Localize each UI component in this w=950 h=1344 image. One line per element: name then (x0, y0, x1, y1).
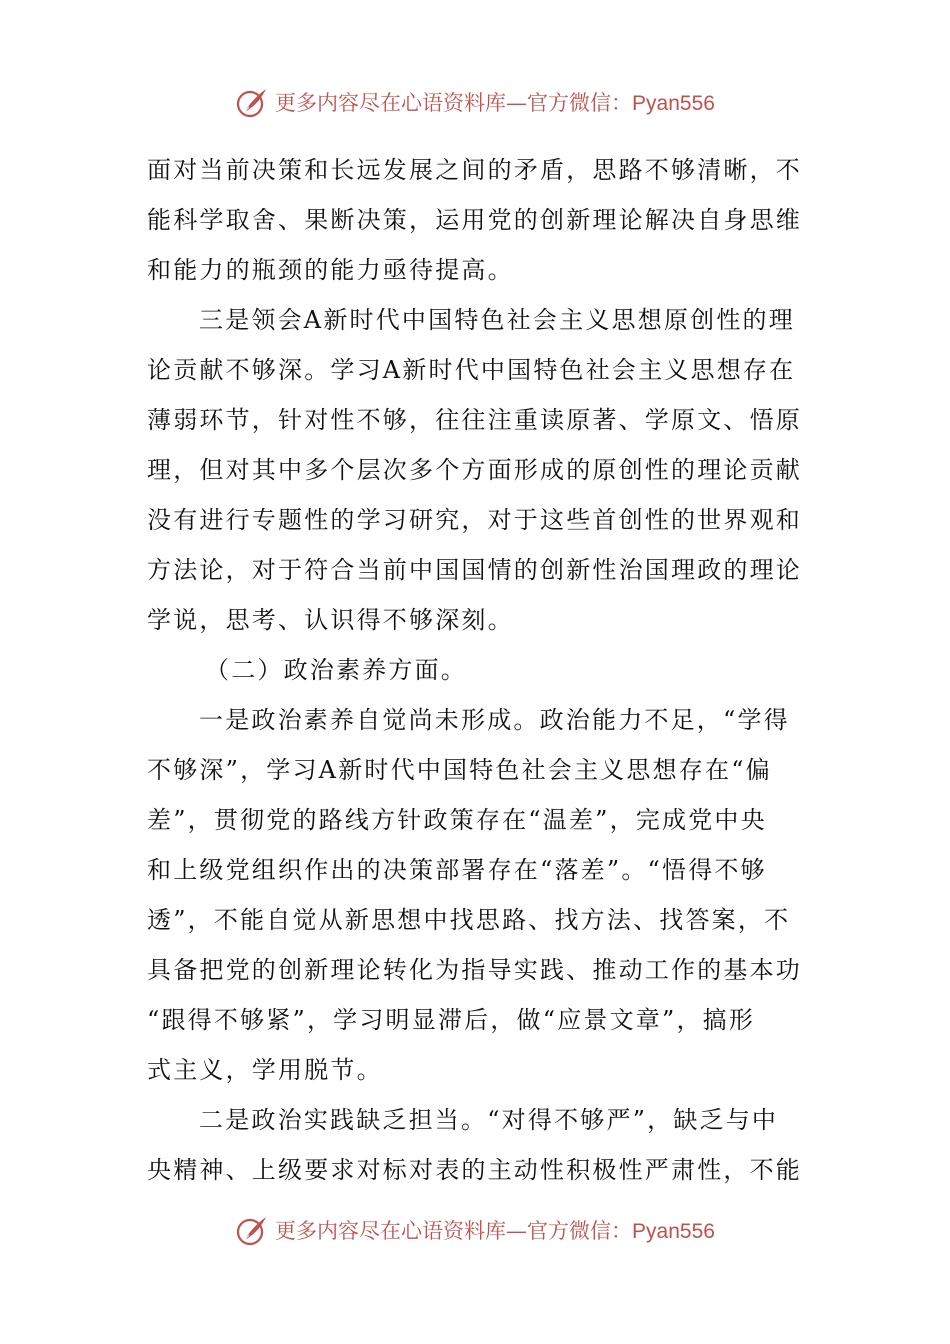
body-line: 方法论，对于符合当前中国国情的创新性治国理政的理论 (147, 556, 802, 584)
paragraph-start: 二是政治实践缺乏担当。“对得不够严”，缺乏与中 (199, 1106, 779, 1134)
watermark-footer (0, 1210, 950, 1250)
body-line: 式主义，学用脱节。 (147, 1056, 383, 1084)
watermark-handle: Pyan556 (632, 1220, 715, 1243)
body-line: 和上级党组织作出的决策部署存在“落差”。“悟得不够 (147, 856, 767, 884)
document-body (147, 145, 807, 1195)
body-line: 学说，思考、认识得不够深刻。 (147, 606, 514, 634)
body-line: 薄弱环节，针对性不够，往往注重读原著、学原文、悟原 (147, 406, 802, 434)
paragraph-start: 一是政治素养自觉尚未形成。政治能力不足，“学得 (199, 706, 790, 734)
body-line: 透”，不能自觉从新思想中找思路、找方法、找答案，不 (147, 906, 791, 934)
body-line: 央精神、上级要求对标对表的主动性积极性严肃性，不能 (147, 1156, 802, 1184)
body-line: “跟得不够紧”，学习明显滞后，做“应景文章”，搞形 (147, 1006, 756, 1034)
body-line: 不够深”，学习A新时代中国特色社会主义思想存在“偏 (147, 756, 772, 784)
watermark-text: 更多内容尽在心语资料库—官方微信：Pyan556 (275, 1219, 715, 1243)
section-heading: （二）政治素养方面。 (205, 656, 467, 684)
quill-pen-in-circle-icon (235, 85, 269, 119)
body-line: 面对当前决策和长远发展之间的矛盾，思路不够清晰，不 (147, 156, 802, 184)
watermark-handle: Pyan556 (632, 92, 715, 115)
watermark-text: 更多内容尽在心语资料库—官方微信：Pyan556 (275, 91, 715, 115)
paragraph-start: 三是领会A新时代中国特色社会主义思想原创性的理 (199, 306, 795, 334)
quill-pen-in-circle-icon (235, 1213, 269, 1247)
body-line: 和能力的瓶颈的能力亟待提高。 (147, 256, 514, 284)
body-line: 能科学取舍、果断决策，运用党的创新理论解决自身思维 (147, 206, 802, 234)
body-line: 差”，贯彻党的路线方针政策存在“温差”，完成党中央 (147, 806, 767, 834)
body-line: 理，但对其中多个层次多个方面形成的原创性的理论贡献 (147, 456, 802, 484)
body-line: 具备把党的创新理论转化为指导实践、推动工作的基本功 (147, 956, 802, 984)
watermark-header (0, 82, 950, 122)
body-line: 没有进行专题性的学习研究，对于这些首创性的世界观和 (147, 506, 802, 534)
body-line: 论贡献不够深。学习A新时代中国特色社会主义思想存在 (147, 356, 796, 384)
